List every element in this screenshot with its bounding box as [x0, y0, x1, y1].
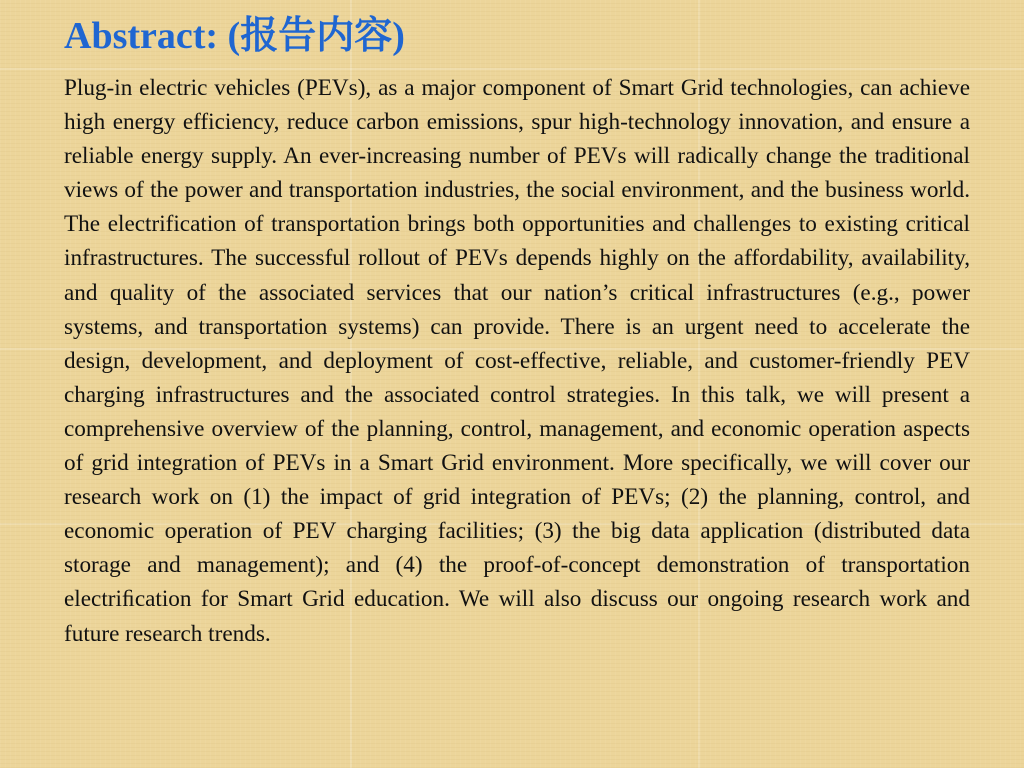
slide-title: Abstract: (报告内容)	[64, 15, 405, 57]
abstract-body: Plug-in electric vehicles (PEVs), as a major component of Smart Grid technologies, can achieve high energy efficiency, reduce carbon emissions, spur high-technology innovation, and ensure a reliable energy supply. An ever-increasing number of PEVs will radically change the traditional views of the power and transportation industries, the social environment, and the business world. The electrification of transportation brings both opportunities and challenges to existing critical infrastructures. The successful rollout of PEVs depends highly on the affordability, availability, and quality of the associated services that our nation’s critical infrastructures (e.g., power systems, and transportation systems) can provide. There is an urgent need to accelerate the design, development, and deployment of cost-effective, reliable, and customer-friendly PEV charging infrastructures and the associated control strategies. In this talk, we will present a comprehensive overview of the planning, control, management, and economic operation aspects of grid integration of PEVs in a Smart Grid environment. More specifically, we will cover our research work on (1) the impact of grid integration of PEVs; (2) the planning, control, and economic operation of PEV charging facilities; (3) the big data application (distributed data storage and management); and (4) the proof-of-concept demonstration of transportation electriﬁcation for Smart Grid education. We will also discuss our ongoing research work and future research trends.	[64, 75, 970, 647]
